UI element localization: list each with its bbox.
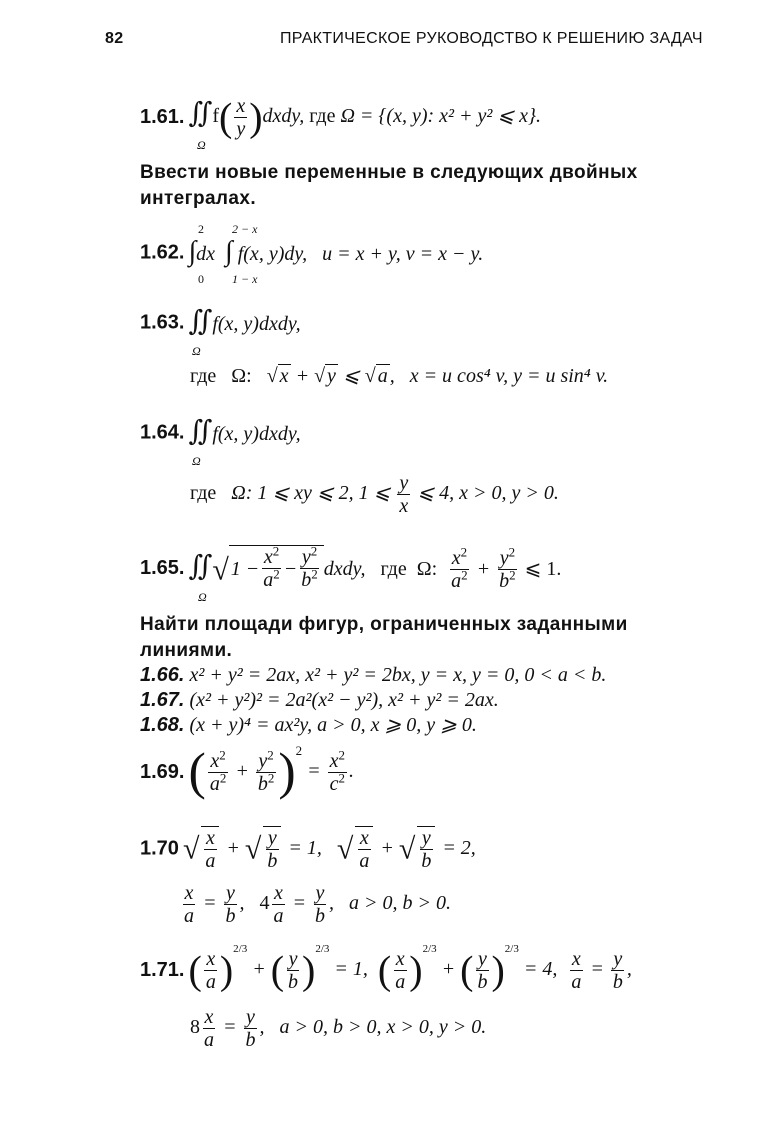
section-heading: Найти площади фигур, ограниченных заданными линиями. <box>140 614 628 661</box>
lower-limit-1: 0 <box>198 272 204 286</box>
upper-limit-1: 2 <box>198 222 204 236</box>
equation: x² + y² = 2ax, x² + y² = 2bx, y = x, y = 0, 0 < a < b. <box>189 664 607 686</box>
equation-rhs-2: = 2, <box>442 836 476 859</box>
problem-number: 1.70 <box>140 837 179 860</box>
problem-1-67 <box>140 688 499 712</box>
region: Ω: <box>231 365 252 387</box>
problem-number: 1.71. <box>140 959 185 981</box>
problem-1-65: 1.65. ∬√ 1 − $\frac{x^2}{a^2}$ − $\frac{y^2}{b^2}$ dxdy, где Ω: $\frac{x^2}{a^2}$ + $\frac{y^2}{b^2}$ ⩽ 1. <box>140 543 562 593</box>
problem-number: 1.66. <box>140 664 185 686</box>
problem-1-61: 1.61. ∬f( $\frac{x}{y}$ )dxdy, где Ω = {(x, y): x² + y² ⩽ x}. <box>140 94 542 140</box>
omega-subscript: Ω <box>192 344 201 358</box>
lower-limit-2: 1 − x <box>232 272 258 286</box>
problem-1-66 <box>140 663 606 687</box>
problem-number: 1.68. <box>140 714 185 736</box>
region: Ω: 1 ⩽ xy ⩽ 2, 1 ⩽ <box>231 482 391 505</box>
problem-1-68 <box>140 713 477 737</box>
region-end: ⩽ 1. <box>524 557 562 580</box>
equation: (x² + y²)² = 2a²(x² − y²), x² + y² = 2ax. <box>189 689 499 711</box>
constraints: a > 0, b > 0, x > 0, y > 0. <box>279 1016 487 1039</box>
problem-number: 1.64. <box>140 421 185 444</box>
problem-number: 1.62. <box>140 241 185 264</box>
problem-1-69: 1.69. ( $\frac{x^2}{a^2}$ + $\frac{y^2}{b^2}$ )$^2$ = $\frac{x^2}{c^2}$ . <box>140 742 355 801</box>
constraints: a > 0, b > 0. <box>349 892 451 915</box>
where-word: где <box>190 482 217 505</box>
constraints: ⩽ 4, x > 0, y > 0. <box>417 482 559 505</box>
equation-rhs-1: = 1, <box>288 836 322 859</box>
omega-subscript: Ω <box>192 454 201 468</box>
problem-number: 1.69. <box>140 761 185 783</box>
equation-rhs-2: = 4, <box>523 958 558 981</box>
problem-number: 1.65. <box>140 557 185 580</box>
problem-1-70: 1.70 √ $\frac{x}{a}$ + √ $\frac{y}{b}$ = 1, √ $\frac{x}{a}$ + √ $\frac{y}{b}$ = 2, <box>140 827 476 872</box>
problem-1-62: 1.62. ∫dx ∫ f(x, y)dy, u = x + y, v = x − y. <box>140 236 484 267</box>
page-number: 82 <box>105 30 124 47</box>
problem-1-70-line2: $\frac{x}{a}$ = $\frac{y}{b}$ , 4 $\frac{x}{a}$ = $\frac{y}{b}$ , a > 0, b > 0. <box>184 882 451 927</box>
where-word: где <box>309 105 336 128</box>
problem-number: 1.63. <box>140 311 185 334</box>
upper-limit-2: 2 − x <box>232 222 258 236</box>
integrand: f(x, y)dy, <box>237 243 308 265</box>
integrand: f(x, y)dxdy, <box>212 313 301 335</box>
where-word: где <box>380 557 407 580</box>
problem-number: 1.67. <box>140 689 185 711</box>
integrand: f(x, y)dxdy, <box>212 423 301 445</box>
section-heading: Ввести новые переменные в следующих двойных интегралах. <box>140 162 638 209</box>
problem-number: 1.61. <box>140 106 185 128</box>
omega-label: Ω: <box>416 557 438 580</box>
omega-subscript: Ω <box>197 138 206 152</box>
problem-1-63-condition: где Ω: √ x + √ y ⩽ √ a , x = u cos⁴ v, y = u sin⁴ v. <box>190 365 609 387</box>
equation-rhs-1: = 1, <box>334 958 368 981</box>
substitution: x = u cos⁴ v, y = u sin⁴ v. <box>409 365 609 387</box>
substitution: u = x + y, v = x − y. <box>322 243 484 265</box>
problem-1-63: 1.63. ∬f(x, y)dxdy, <box>140 306 301 337</box>
omega-subscript: Ω <box>198 590 207 604</box>
problem-1-64: 1.64. ∬f(x, y)dxdy, <box>140 416 301 447</box>
problem-1-71: 1.71. ( $\frac{x}{a}$ )$^{2/3}$ + ( $\frac{y}{b}$ )$^{2/3}$ = 1, ( $\frac{x}{a}$ )$^{2/3}$ + ( $\frac{y}{b}$ )$^{2/3}$ = 4, $\frac{x}{a}$ = $\frac{y}{b}$ , <box>140 942 632 993</box>
equation: (x + y)⁴ = ax²y, a > 0, x ⩾ 0, y ⩾ 0. <box>189 714 477 736</box>
where-word: где <box>190 365 217 387</box>
problem-1-71-line2: 8 $\frac{x}{a}$ = $\frac{y}{b}$ , a > 0, b > 0, x > 0, y > 0. <box>190 1006 487 1051</box>
running-title: ПРАКТИЧЕСКОЕ РУКОВОДСТВО К РЕШЕНИЮ ЗАДАЧ <box>280 30 703 47</box>
problem-1-64-condition: где Ω: 1 ⩽ xy ⩽ 2, 1 ⩽ $\frac{y}{x}$ ⩽ 4, x > 0, y > 0. <box>190 472 559 517</box>
region: Ω = {(x, y): x² + y² ⩽ x}. <box>340 105 542 128</box>
